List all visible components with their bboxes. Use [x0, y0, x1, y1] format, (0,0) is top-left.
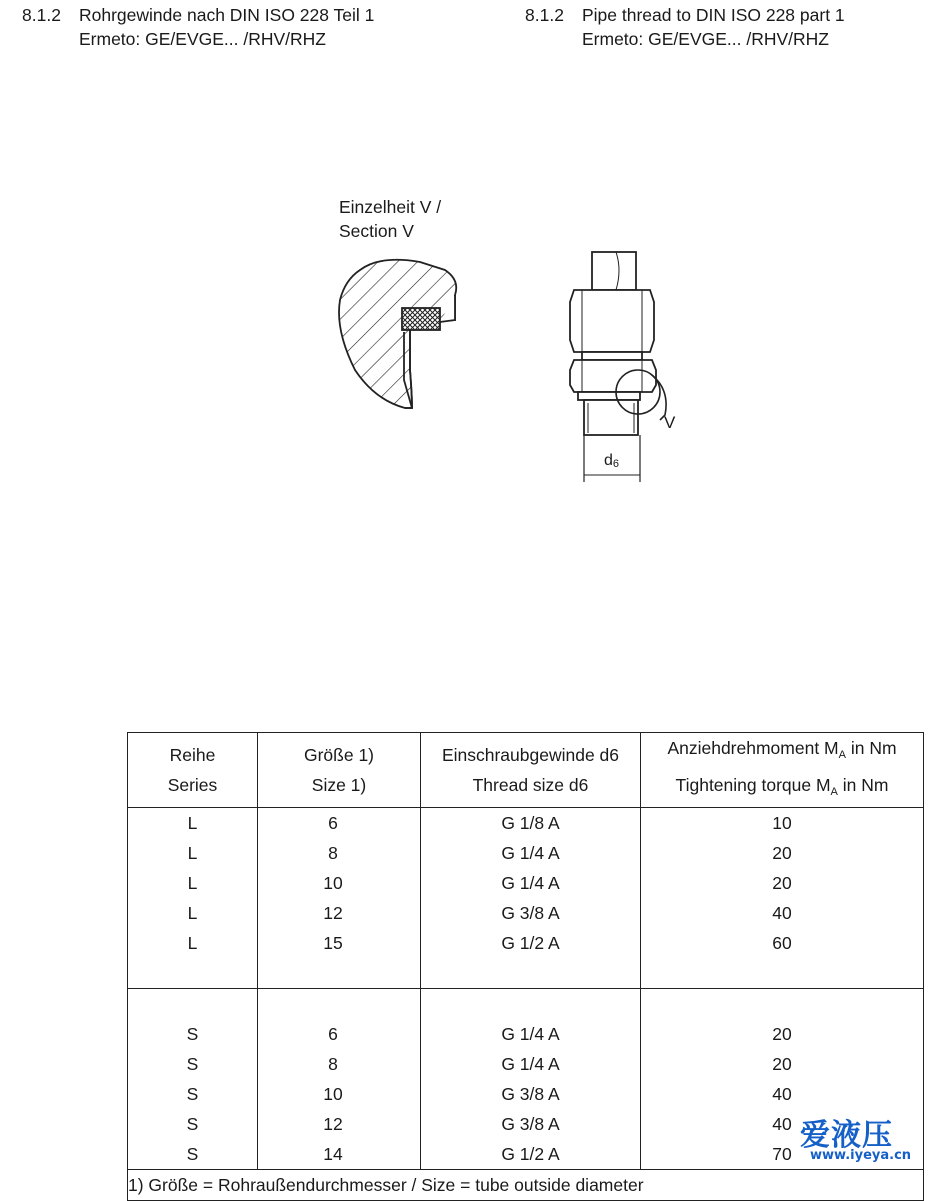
- cell-torque: 60: [641, 928, 924, 958]
- table-footnote: 1) Größe = Rohraußendurchmesser / Size = tube outside diameter: [128, 1170, 924, 1201]
- table-row: [128, 838, 924, 868]
- cell-size: 8: [258, 1049, 421, 1079]
- cell-series: S: [186, 1144, 199, 1164]
- detail-label-line1: Einzelheit V /: [339, 197, 442, 217]
- group-separator: [128, 958, 924, 1019]
- cell-series: S: [186, 1024, 199, 1044]
- cell-torque: 40: [641, 1109, 924, 1139]
- series-l-rows: [128, 808, 924, 959]
- header-thread: Einschraubgewinde d6 Thread size d6: [421, 733, 641, 808]
- cell-size: 15: [258, 928, 421, 958]
- cell-thread: G 3/8 A: [421, 1079, 641, 1109]
- cell-torque: 20: [641, 838, 924, 868]
- table-row: [128, 928, 924, 958]
- cell-thread: G 1/4 A: [421, 1049, 641, 1079]
- cell-series: L: [187, 843, 198, 863]
- table-row: [128, 1019, 924, 1049]
- cell-size: 6: [258, 1019, 421, 1049]
- cell-thread: G 1/8 A: [421, 808, 641, 839]
- cell-size: 6: [258, 808, 421, 839]
- table-row: [128, 868, 924, 898]
- section-title: Rohrgewinde nach DIN ISO 228 Teil 1: [79, 5, 375, 25]
- section-number: 8.1.2: [22, 5, 61, 25]
- cell-series: S: [186, 1114, 199, 1134]
- section-title: Pipe thread to DIN ISO 228 part 1: [582, 5, 845, 25]
- cell-torque: 70: [641, 1139, 924, 1170]
- cell-thread: G 1/4 A: [421, 838, 641, 868]
- cell-size: 8: [258, 838, 421, 868]
- cell-series: S: [186, 1084, 199, 1104]
- watermark-logo: [800, 1110, 930, 1170]
- table-row: [128, 808, 924, 839]
- header-torque: Anziehdrehmoment $M_A$ in Nm Tightening torque $M_A$ in Nm: [641, 733, 924, 808]
- header-size: Größe 1) Size 1): [258, 733, 421, 808]
- callout-label: V: [664, 413, 676, 432]
- dimension-label: d6: [604, 452, 620, 470]
- cell-size: 10: [258, 1079, 421, 1109]
- detail-label-line2: Section V: [339, 221, 414, 241]
- cell-thread: G 3/8 A: [421, 898, 641, 928]
- section-subtitle: Ermeto: GE/EVGE... /RHV/RHZ: [79, 29, 326, 49]
- cell-series: S: [186, 1054, 199, 1074]
- technical-drawing: [320, 240, 700, 500]
- cell-size: 10: [258, 868, 421, 898]
- cell-size: 14: [258, 1139, 421, 1170]
- cell-thread: G 1/2 A: [421, 928, 641, 958]
- cell-thread: G 1/4 A: [421, 868, 641, 898]
- cell-torque: 40: [641, 898, 924, 928]
- section-subtitle: Ermeto: GE/EVGE... /RHV/RHZ: [582, 29, 829, 49]
- cell-series: L: [187, 903, 198, 923]
- table-row: [128, 1079, 924, 1109]
- cell-torque: 40: [641, 1079, 924, 1109]
- watermark-brand: 爱液压: [800, 1118, 893, 1153]
- detail-label: [339, 195, 441, 243]
- cell-series: L: [187, 813, 198, 833]
- header-series: Reihe Series: [128, 733, 258, 808]
- fitting-view: [570, 252, 666, 482]
- table-row: [128, 1049, 924, 1079]
- watermark-url: www.iyeya.cn: [810, 1148, 912, 1163]
- cell-torque: 20: [641, 1049, 924, 1079]
- section-detail: [339, 260, 456, 408]
- table-footnote-row: [128, 1170, 924, 1201]
- table-row: [128, 898, 924, 928]
- cell-series: L: [187, 933, 198, 953]
- cell-size: 12: [258, 1109, 421, 1139]
- cell-torque: 20: [641, 1019, 924, 1049]
- cell-thread: G 1/4 A: [421, 1019, 641, 1049]
- table-header-row: [128, 733, 924, 808]
- cell-size: 12: [258, 898, 421, 928]
- section-number: 8.1.2: [525, 5, 564, 25]
- cell-torque: 20: [641, 868, 924, 898]
- cell-series: L: [187, 873, 198, 893]
- cell-thread: G 1/2 A: [421, 1139, 641, 1170]
- cell-torque: 10: [641, 808, 924, 839]
- cell-thread: G 3/8 A: [421, 1109, 641, 1139]
